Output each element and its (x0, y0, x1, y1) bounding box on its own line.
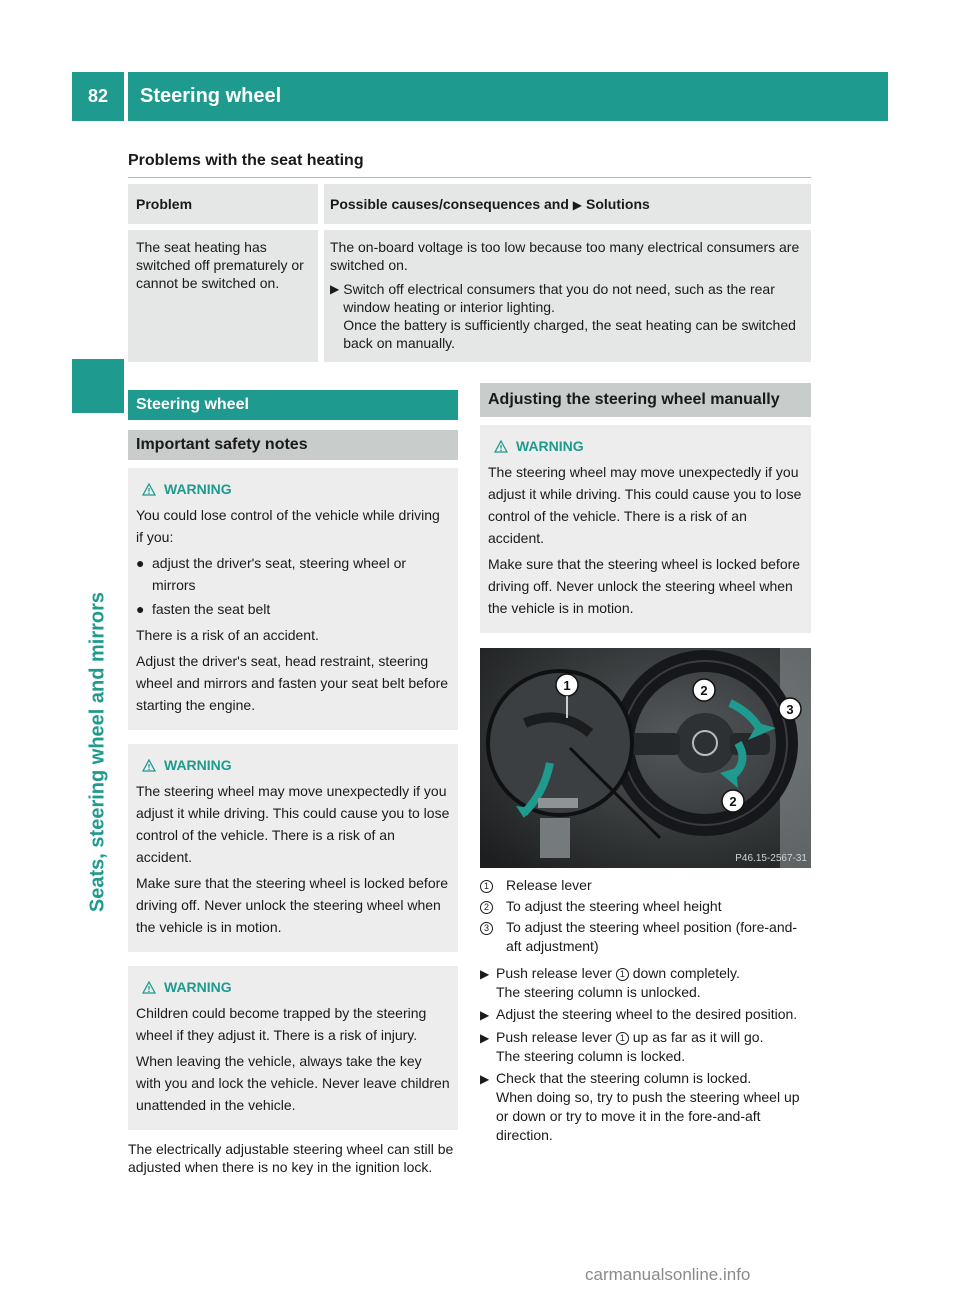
warning-label: WARNING (164, 757, 232, 773)
solution-arrow-icon: ▶ (572, 198, 583, 212)
step-arrow-icon: ▶ (330, 282, 340, 296)
warning-triangle-icon (142, 483, 156, 496)
legend-text: To adjust the steering wheel position (fore-and-aft adjustment) (506, 919, 798, 954)
warning-text: The steering wheel may move unexpectedly if you adjust it while driving. This could cause you to lose control of the vehicle. There is a risk of an accident. (136, 783, 450, 865)
callout-2-top: 2 (700, 683, 708, 698)
step-text: When doing so, try to push the steering wheel up or down or try to move it in the fore-and-aft direction. (496, 1089, 800, 1143)
problems-table (128, 184, 811, 362)
step-text: Push release lever (496, 965, 612, 981)
lever-ref: 1 (616, 968, 629, 981)
warning-label: WARNING (164, 481, 232, 497)
left-column (128, 390, 458, 1176)
step-arrow-icon: ▶ (480, 1008, 490, 1022)
subsection-title-safety: Important safety notes (128, 430, 458, 460)
instruction-step (480, 1069, 811, 1145)
divider (128, 177, 811, 178)
warning-triangle-icon (494, 440, 508, 453)
steering-wheel-illustration (480, 648, 811, 868)
warning-heading (494, 435, 803, 457)
warning-text: When leaving the vehicle, always take the key with you and lock the vehicle. Never leave children unattended in the vehicle. (136, 1053, 450, 1113)
warning-text: Children could become trapped by the steering wheel if they adjust it. There is a risk of injury. (136, 1005, 427, 1043)
legend-item (480, 876, 811, 895)
warning-label: WARNING (164, 979, 232, 995)
problem-cell: The seat heating has switched off prematurely or cannot be switched on. (128, 230, 318, 362)
chapter-title: Steering wheel (128, 72, 888, 121)
solution-text-2: Once the battery is sufficiently charged, the seat heating can be switched back on manually. (343, 317, 796, 351)
col-solutions-prefix: Possible causes/consequences and (330, 196, 569, 212)
warning-heading (142, 478, 450, 500)
step-result: The steering column is locked. (496, 1048, 686, 1064)
warning-text: Make sure that the steering wheel is locked before driving off. Never unlock the steering wheel when the vehicle is in motion. (488, 556, 801, 616)
step-text: Push release lever (496, 1029, 612, 1045)
solution-text-1: Switch off electrical consumers that you do not need, such as the rear window heating or interior lighting. (343, 281, 775, 315)
side-tab-marker (72, 359, 124, 413)
instruction-step (480, 964, 811, 1002)
legend-text: To adjust the steering wheel height (506, 898, 722, 914)
step-arrow-icon: ▶ (480, 1031, 490, 1045)
warning-triangle-icon (142, 981, 156, 994)
side-tab-label: Seats, steering wheel and mirrors (86, 591, 109, 913)
callout-2-bottom: 2 (729, 794, 737, 809)
col-solutions-suffix: Solutions (586, 196, 650, 212)
warning-text: The steering wheel may move unexpectedly if you adjust it while driving. This could cause you to lose control of the vehicle. There is a risk of an accident. (488, 464, 802, 546)
warning-box-3 (128, 966, 458, 1130)
solution-step (330, 280, 805, 352)
warning-text: Make sure that the steering wheel is locked before driving off. Never unlock the steering wheel when the vehicle is in motion. (136, 875, 449, 935)
warning-heading (142, 976, 450, 998)
step-arrow-icon: ▶ (480, 1072, 490, 1086)
table-header-row (128, 184, 811, 224)
legend-num-3: 3 (480, 922, 493, 935)
photo-code: P46.15-2567-31 (735, 853, 807, 864)
col-problem-header: Problem (128, 184, 318, 224)
cause-text: The on-board voltage is too low because too many electrical consumers are switched on. (330, 239, 800, 273)
watermark: carmanualsonline.info (585, 1265, 751, 1284)
warning-box-1 (128, 468, 458, 730)
right-column (480, 383, 811, 633)
list-item-text: fasten the seat belt (152, 601, 271, 617)
section-title-adjusting: Adjusting the steering wheel manually (480, 383, 811, 417)
bullet-icon: ● (136, 555, 145, 571)
section-title-steering-wheel: Steering wheel (128, 390, 458, 420)
electric-note: The electrically adjustable steering wheel can still be adjusted when there is no key in the ignition lock. (128, 1141, 454, 1175)
callout-3: 3 (786, 702, 794, 717)
page-number: 82 (72, 72, 124, 121)
solution-cell (318, 230, 811, 362)
col-solutions-header (318, 184, 811, 224)
steering-wheel-photo (480, 648, 811, 868)
legend-num-1: 1 (480, 880, 493, 893)
warning-heading (142, 754, 450, 776)
warning-text: Adjust the driver's seat, head restraint, steering wheel and mirrors and fasten your seat belt before starting the engine. (136, 653, 449, 713)
problems-title: Problems with the seat heating (128, 152, 364, 169)
legend-item (480, 897, 811, 916)
warning-box-2 (128, 744, 458, 952)
instruction-step (480, 1005, 811, 1025)
legend-text: Release lever (506, 877, 592, 893)
step-text: Adjust the steering wheel to the desired position. (496, 1006, 798, 1022)
callout-1: 1 (563, 678, 571, 693)
legend-item (480, 918, 811, 956)
list-item (136, 552, 450, 596)
photo-legend (480, 876, 811, 1145)
bullet-icon: ● (136, 601, 145, 617)
legend-num-2: 2 (480, 901, 493, 914)
warning-text: You could lose control of the vehicle while driving if you: (136, 507, 440, 545)
step-text: Check that the steering column is locked. (496, 1070, 752, 1086)
warning-label: WARNING (516, 438, 584, 454)
list-item (136, 598, 450, 620)
warning-triangle-icon (142, 759, 156, 772)
warning-box-right (480, 425, 811, 633)
warning-text: There is a risk of an accident. (136, 627, 319, 643)
step-arrow-icon: ▶ (480, 967, 490, 981)
instruction-step (480, 1028, 811, 1066)
step-result: The steering column is unlocked. (496, 984, 701, 1000)
lever-ref: 1 (616, 1032, 629, 1045)
list-item-text: adjust the driver's seat, steering wheel or mirrors (152, 555, 407, 593)
step-text: up as far as it will go. (632, 1029, 764, 1045)
step-text: down completely. (632, 965, 740, 981)
table-row (128, 230, 811, 362)
